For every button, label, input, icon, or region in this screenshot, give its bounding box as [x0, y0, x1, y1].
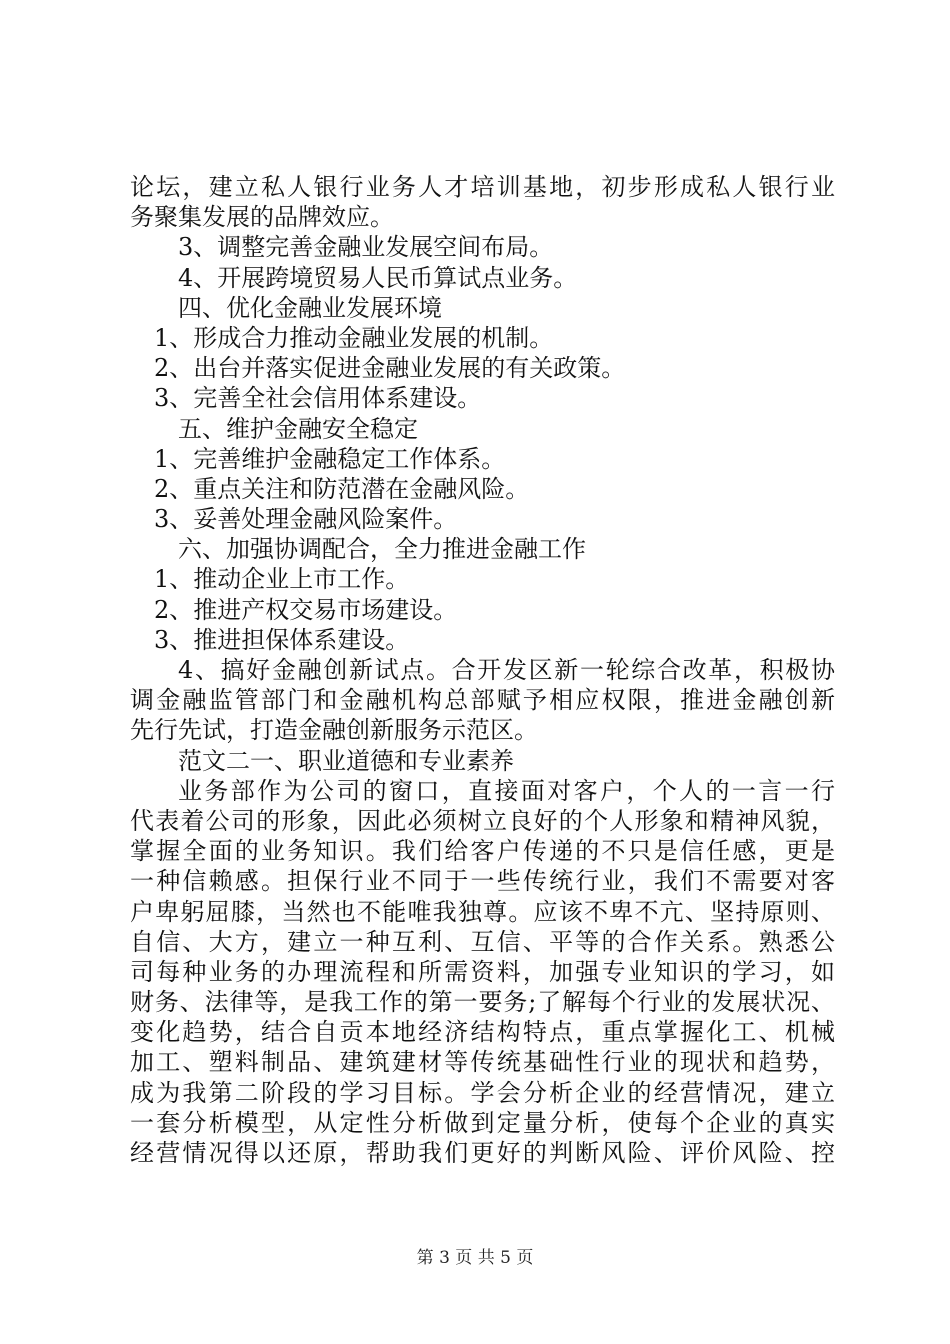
text-line: 掌握全面的业务知识。我们给客户传递的不只是信任感，更是 — [130, 837, 835, 866]
list-item: 3、完善全社会信用体系建设。 — [154, 384, 482, 413]
text-line: 务聚集发展的品牌效应。 — [130, 203, 394, 232]
text-line: 财务、法律等，是我工作的第一要务;了解每个行业的发展状况、 — [130, 988, 835, 1017]
text-line: 户卑躬屈膝，当然也不能唯我独尊。应该不卑不亢、坚持原则、 — [130, 897, 835, 926]
text-line: 经营情况得以还原，帮助我们更好的判断风险、评价风险、控 — [130, 1139, 835, 1167]
section-heading: 五、维护金融安全稳定 — [178, 414, 418, 443]
text-line: 调金融监管部门和金融机构总部赋予相应权限，推进金融创新 — [130, 686, 835, 715]
list-item: 1、完善维护金融稳定工作体系。 — [154, 444, 506, 473]
text-line: 论坛，建立私人银行业务人才培训基地，初步形成私人银行业 — [130, 173, 835, 201]
list-item: 2、出台并落实促进金融业发展的有关政策。 — [154, 354, 626, 383]
list-item: 3、妥善处理金融风险案件。 — [154, 505, 458, 534]
paragraph-line: 业务部作为公司的窗口，直接面对客户，个人的一言一行 — [178, 776, 835, 805]
list-item: 2、推进产权交易市场建设。 — [154, 595, 458, 624]
text-line: 变化趋势，结合自贡本地经济结构特点，重点掌握化工、机械 — [130, 1018, 835, 1047]
list-item: 1、推动企业上市工作。 — [154, 565, 410, 594]
section-heading: 六、加强协调配合，全力推进金融工作 — [178, 535, 586, 564]
text-line: 司每种业务的办理流程和所需资料，加强专业知识的学习，如 — [130, 957, 835, 986]
text-line: 先行先试，打造金融创新服务示范区。 — [130, 716, 538, 745]
list-item: 1、形成合力推动金融业发展的机制。 — [154, 323, 554, 352]
text-line: 一种信赖感。担保行业不同于一些传统行业，我们不需要对客 — [130, 867, 835, 896]
page-footer: 第 3 页 共 5 页 — [416, 1248, 534, 1268]
list-item: 4、开展跨境贸易人民币算试点业务。 — [178, 263, 578, 292]
section-heading: 四、优化金融业发展环境 — [178, 293, 442, 322]
text-line: 成为我第二阶段的学习目标。学会分析企业的经营情况，建立 — [130, 1078, 835, 1107]
list-item: 3、推进担保体系建设。 — [154, 625, 410, 654]
text-line: 加工、塑料制品、建筑建材等传统基础性行业的现状和趋势， — [130, 1048, 835, 1077]
list-item: 4、搞好金融创新试点。合开发区新一轮综合改革，积极协 — [178, 656, 835, 684]
list-item: 3、调整完善金融业发展空间布局。 — [178, 233, 554, 262]
text-line: 自信、大方，建立一种互利、互信、平等的合作关系。熟悉公 — [130, 927, 835, 956]
section-heading: 范文二一、职业道德和专业素养 — [178, 746, 514, 775]
text-line: 代表着公司的形象，因此必须树立良好的个人形象和精神风貌， — [130, 806, 835, 835]
list-item: 2、重点关注和防范潜在金融风险。 — [154, 474, 530, 503]
body-text — [130, 172, 835, 1168]
text-line: 一套分析模型，从定性分析做到定量分析，使每个企业的真实 — [130, 1108, 835, 1137]
